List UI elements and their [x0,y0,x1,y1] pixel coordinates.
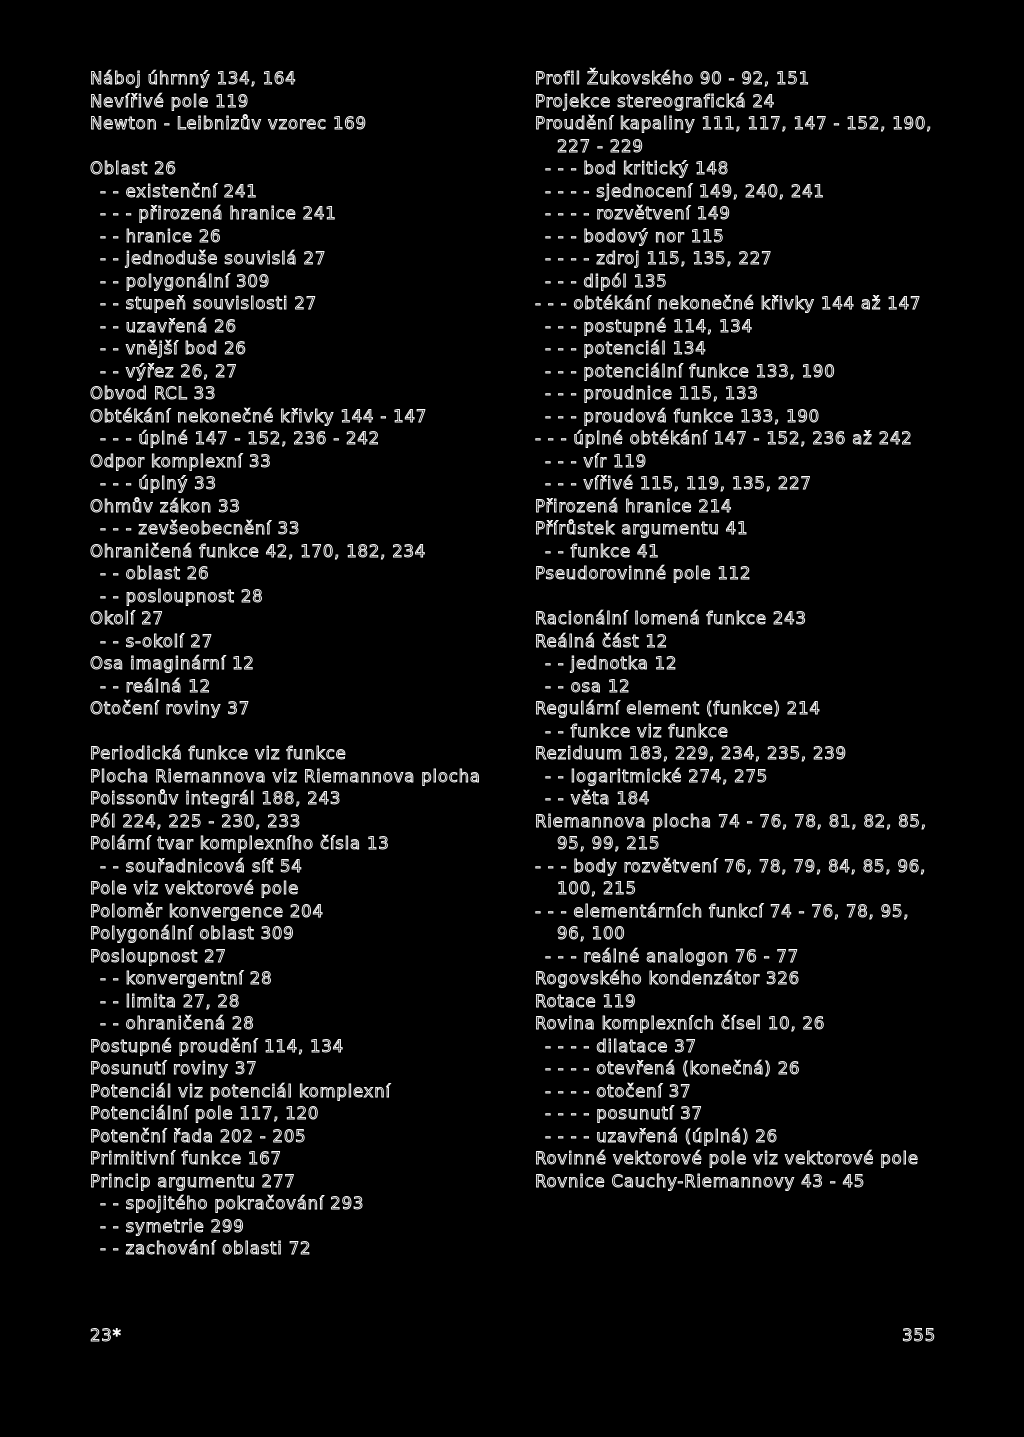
index-entry: Potenciální pole 117, 120 [90,1104,320,1123]
page-number: 355 [902,1326,936,1345]
index-subentry: - - - proudnice 115, 133 [545,384,759,403]
index-subentry: - - vnější bod 26 [100,339,247,358]
index-subentry: - - zachování oblasti 72 [100,1239,312,1258]
index-entry: Riemannova plocha 74 - 76, 78, 81, 82, 85, 95, 99, 215 [535,811,927,853]
index-subentry: - - polygonální 309 [100,271,271,291]
index-subentry: - - - - sjednocení 149, 240, 241 [545,181,825,201]
index-subentry: - - spojitého pokračování 293 [100,1194,365,1213]
index-subentry: - - - - rozvětvení 149 [545,204,731,223]
index-subentry: - - výřez 26, 27 [100,361,238,381]
index-subentry: - - existenční 241 [100,181,258,201]
index-subentry: - - - - otevřená (konečná) 26 [545,1059,801,1078]
index-entry: Regulární element (funkce) 214 [535,699,821,718]
index-entry: Reálná část 12 [535,631,669,651]
index-subentry: - - - potenciál 134 [545,339,707,358]
index-subentry: - - hranice 26 [100,226,222,246]
index-subentry: - - - zevšeobecnění 33 [100,519,301,538]
index-entry: Přirozená hranice 214 [535,496,733,516]
index-subentry: - - - - posunutí 37 [545,1104,703,1123]
index-column-right [535,68,940,1193]
index-subentry: - - jednotka 12 [545,654,678,673]
index-entry: Racionální lomená funkce 243 [535,609,807,628]
index-subentry: - - - - otočení 37 [545,1081,692,1101]
index-subentry: - - reálná 12 [100,676,211,696]
index-subentry: - - logaritmické 274, 275 [545,766,769,786]
index-entry: Rogovského kondenzátor 326 [535,969,800,988]
index-entry: Polygonální oblast 309 [90,924,295,943]
index-entry: Rovnice Cauchy-Riemannovy 43 - 45 [535,1171,866,1191]
index-entry: Posloupnost 27 [90,946,227,966]
index-subentry: - - - - dilatace 37 [545,1036,697,1056]
index-subentry: - - - potenciální funkce 133, 190 [545,361,836,381]
index-subentry: - - - přirozená hranice 241 [100,204,337,223]
index-entry: Poloměr konvergence 204 [90,901,324,921]
index-entry: Projekce stereografická 24 [535,91,776,111]
index-subentry: - - posloupnost 28 [100,586,264,606]
index-entry: Polární tvar komplexního čísla 13 [90,834,390,853]
index-subentry: - - oblast 26 [100,564,210,583]
index-subentry: - - s-okolí 27 [100,631,214,651]
index-entry: Odpor komplexní 33 [90,451,272,471]
index-entry: Primitivní funkce 167 [90,1149,282,1168]
index-subentry: - - ohraničená 28 [100,1014,255,1033]
index-subentry: - - - postupné 114, 134 [545,316,753,336]
index-subentry: - - - body rozvětvení 76, 78, 79, 84, 85, 96, 100, 215 [535,856,927,898]
index-subentry: - - - bodový nor 115 [545,226,725,246]
index-entry: Pole viz vektorové pole [90,879,300,898]
index-entry: Ohraničená funkce 42, 170, 182, 234 [90,541,427,561]
index-subentry: - - věta 184 [545,789,651,808]
index-entry: Okolí 27 [90,609,164,628]
signature-mark: 23* [90,1326,122,1345]
index-subentry: - - - obtékání nekonečné křivky 144 až 147 [535,294,922,313]
index-entry: Potenciál viz potenciál komplexní [90,1081,391,1101]
index-entry: Nevířivé pole 119 [90,91,250,111]
index-subentry: - - - úplné 147 - 152, 236 - 242 [100,429,380,448]
index-entry: Potenční řada 202 - 205 [90,1126,307,1146]
index-entry: Otočení roviny 37 [90,699,250,718]
index-entry: Ohmův zákon 33 [90,496,241,516]
index-subentry: - - jednoduše souvislá 27 [100,249,327,268]
index-entry: Oblast 26 [90,159,177,178]
index-entry: Profil Žukovského 90 - 92, 151 [535,69,810,88]
index-entry: Obvod RCL 33 [90,384,217,403]
index-entry: Osa imaginární 12 [90,654,255,673]
index-subentry: - - - elementárních funkcí 74 - 76, 78, 95, 96, 100 [535,901,910,943]
index-entry: Proudění kapaliny 111, 117, 147 - 152, 190, 227 - 229 [535,114,933,156]
index-entry: Rovina komplexních čísel 10, 26 [535,1014,826,1033]
index-subentry: - - funkce 41 [545,541,660,561]
index-entry: Posunutí roviny 37 [90,1059,258,1078]
index-column-left [90,68,505,1261]
index-entry: Periodická funkce viz funkce [90,744,347,763]
index-subentry: - - - reálné analogon 76 - 77 [545,946,799,966]
index-entry: Rotace 119 [535,991,637,1011]
index-subentry: - - stupeň souvislosti 27 [100,294,317,313]
index-subentry: - - konvergentní 28 [100,969,273,988]
index-subentry: - - - proudová funkce 133, 190 [545,406,820,426]
index-subentry: - - funkce viz funkce [545,721,729,741]
index-entry: Princip argumentu 277 [90,1171,296,1191]
index-subentry: - - osa 12 [545,676,631,696]
index-subentry: - - - úplný 33 [100,474,217,493]
index-subentry: - - symetrie 299 [100,1216,245,1236]
index-spacer [535,586,940,609]
index-subentry: - - - - zdroj 115, 135, 227 [545,249,773,268]
index-entry: Rovinné vektorové pole viz vektorové pole [535,1149,919,1168]
index-entry: Náboj úhrnný 134, 164 [90,69,297,88]
index-entry: Newton - Leibnizův vzorec 169 [90,114,367,133]
index-entry: Poissonův integrál 188, 243 [90,789,342,808]
index-subentry: - - - - uzavřená (úplná) 26 [545,1126,778,1146]
index-entry: Plocha Riemannova viz Riemannova plocha [90,766,481,786]
index-entry: Přírůstek argumentu 41 [535,519,749,538]
index-entry: Reziduum 183, 229, 234, 235, 239 [535,744,847,763]
index-entry: Postupné proudění 114, 134 [90,1036,344,1056]
index-entry: Obtékání nekonečné křivky 144 - 147 [90,406,428,426]
index-subentry: - - - vír 119 [545,451,647,471]
index-subentry: - - limita 27, 28 [100,991,241,1011]
index-spacer [90,721,505,744]
index-entry: Pól 224, 225 - 230, 233 [90,811,302,831]
index-subentry: - - - úplné obtékání 147 - 152, 236 až 242 [535,429,913,448]
index-subentry: - - - bod kritický 148 [545,159,730,178]
index-subentry: - - - dipól 135 [545,271,668,291]
index-subentry: - - - vířivé 115, 119, 135, 227 [545,474,812,493]
index-spacer [90,136,505,159]
index-entry: Pseudorovinné pole 112 [535,564,752,583]
index-subentry: - - uzavřená 26 [100,316,237,336]
index-subentry: - - souřadnicová síť 54 [100,856,303,876]
